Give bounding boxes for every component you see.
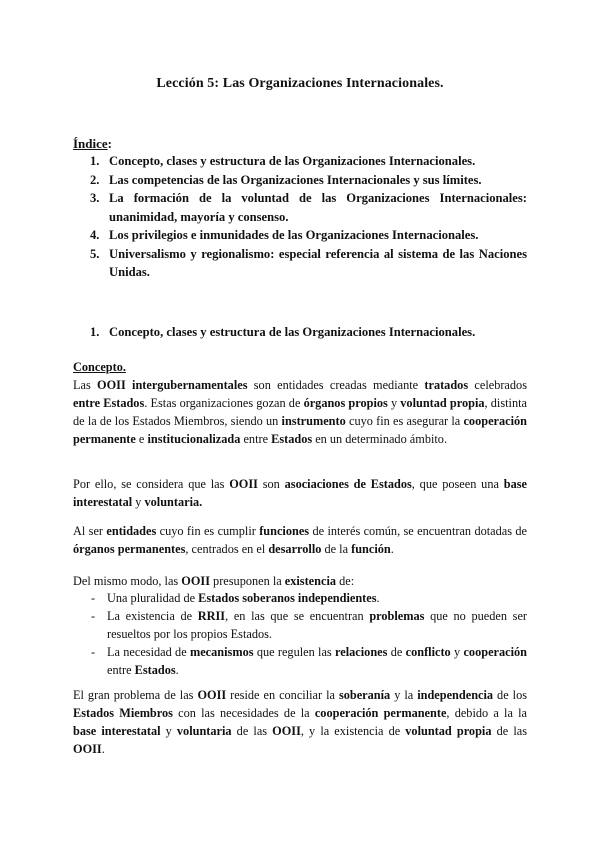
index-item-number: 2. <box>90 172 100 187</box>
bold-run: órganos permanentes <box>73 542 186 556</box>
paragraph-definition <box>73 376 527 448</box>
requirements-list <box>73 589 527 679</box>
bold-run: soberanía <box>338 688 391 702</box>
text-run: cuyo fin es asegurar la <box>345 414 464 428</box>
bold-run: voluntaria <box>176 724 232 738</box>
index-item-number: 1. <box>90 154 100 168</box>
index-item <box>73 226 527 245</box>
text-run: El gran problema de las <box>73 688 198 702</box>
bold-run: mecanismos <box>189 645 254 659</box>
text-run: Del mismo modo, las <box>73 574 182 588</box>
paragraph-funciones <box>73 522 527 558</box>
paragraph-asociaciones <box>73 475 527 511</box>
index-item-text: Las competencias de las Organizaciones Internacionales y sus límites. <box>109 172 482 187</box>
text-run: celebrados <box>468 378 527 392</box>
text-run: , debido a la la <box>446 706 528 720</box>
paragraph-problema <box>73 686 527 758</box>
text-run: . <box>376 591 380 605</box>
text-run: . Estas organizaciones gozan de <box>144 396 304 410</box>
index-heading <box>73 136 112 152</box>
text-run: entre <box>240 432 272 446</box>
list-item <box>73 643 527 679</box>
bold-run: OOII <box>73 742 102 756</box>
bold-run: institucionalizada <box>147 432 241 446</box>
bold-run: OOII <box>197 688 227 702</box>
bold-run: OOII <box>229 477 258 491</box>
text-run: e <box>135 432 148 446</box>
bold-run: Estados Miembros <box>73 706 173 720</box>
index-colon: : <box>107 136 113 151</box>
text-run: reside en conciliar la <box>226 688 339 702</box>
text-run: La existencia de <box>107 609 198 623</box>
text-run: y <box>450 645 464 659</box>
text-run: de <box>387 645 406 659</box>
text-run: y <box>160 724 177 738</box>
text-run: . <box>101 742 105 756</box>
bold-run: OOII <box>181 574 210 588</box>
bold-run: entre Estados <box>73 396 145 410</box>
text-run: que no pueden ser resueltos por los propios Estados. <box>107 609 527 641</box>
bold-run: independencia <box>417 688 494 702</box>
text-run: presuponen la <box>209 574 285 588</box>
bold-run: problemas <box>369 609 425 623</box>
index-item <box>73 189 527 226</box>
text-run: de las <box>491 724 527 738</box>
text-run: y <box>387 396 401 410</box>
list-item <box>73 607 527 643</box>
bold-run: cooperación permanente <box>314 706 447 720</box>
bold-run: Estados <box>134 663 176 677</box>
index-list <box>73 152 527 282</box>
index-item-text: Concepto, clases y estructura de las Organizaciones Internacionales. <box>109 154 476 168</box>
index-item <box>73 152 527 171</box>
index-item <box>73 245 527 282</box>
bold-run: Estados <box>271 432 313 446</box>
section-number: 1. <box>90 325 100 339</box>
bold-run: base interestatal <box>73 724 161 738</box>
index-item-text: Universalismo y regionalismo: especial referencia al sistema de las Naciones Unidas. <box>109 246 527 279</box>
bold-run: voluntad propia <box>405 724 492 738</box>
list-item <box>73 589 527 607</box>
page-title: Lección 5: Las Organizaciones Internacionales. <box>156 76 444 91</box>
bold-run: entidades <box>106 524 157 538</box>
text-run: Por ello, se considera que las <box>73 477 230 491</box>
text-run: , centrados en el <box>185 542 269 556</box>
text-run: son <box>257 477 285 491</box>
text-run: y la <box>390 688 418 702</box>
bold-run: cooperación permanente <box>73 414 527 446</box>
text-run: con las necesidades de la <box>172 706 315 720</box>
text-run: Las <box>73 378 98 392</box>
text-run: de: <box>336 574 355 588</box>
bold-run: OOII intergubernamentales <box>97 378 248 392</box>
bold-run: desarrollo <box>268 542 322 556</box>
index-item-number: 3. <box>90 191 100 205</box>
bold-run: voluntaria. <box>144 495 203 509</box>
text-run: Una pluralidad de <box>107 591 199 605</box>
index-item <box>73 171 527 190</box>
text-run: entre <box>107 663 135 677</box>
text-run: son entidades creadas mediante <box>247 378 425 392</box>
bold-run: tratados <box>424 378 469 392</box>
bold-run: relaciones <box>335 645 388 659</box>
bold-run: cooperación <box>463 645 527 659</box>
index-item-text: Los privilegios e inmunidades de las Organizaciones Internacionales. <box>109 228 479 242</box>
text-run: de la <box>321 542 352 556</box>
bold-run: Estados soberanos independientes <box>198 591 377 605</box>
bold-run: función <box>351 542 391 556</box>
bold-run: conflicto <box>405 645 451 659</box>
index-label: Índice <box>73 136 108 151</box>
bold-run: OOII <box>272 724 301 738</box>
paragraph-presuponen <box>73 572 527 590</box>
text-run: y <box>132 495 145 509</box>
text-run: cuyo fin es cumplir <box>156 524 260 538</box>
text-run: La necesidad de <box>107 645 190 659</box>
index-item-number: 4. <box>90 228 100 242</box>
bold-run: RRII <box>197 609 226 623</box>
subsection-heading: Concepto. <box>73 360 126 374</box>
text-run: de interés común, se encuentran dotadas de <box>309 524 527 538</box>
section-title: Concepto, clases y estructura de las Organizaciones Internacionales. <box>109 325 476 339</box>
text-run: de los <box>493 688 527 702</box>
bold-run: existencia <box>284 574 337 588</box>
text-run: , en las que se encuentran <box>225 609 370 623</box>
index-item-number: 5. <box>90 246 100 261</box>
text-run: , que poseen una <box>411 477 504 491</box>
bold-run: base interestatal <box>73 477 527 509</box>
bold-run: voluntad propia <box>400 396 485 410</box>
text-run: . <box>175 663 179 677</box>
text-run: , y la existencia de <box>300 724 406 738</box>
text-run: . <box>390 542 394 556</box>
text-run: , distinta de la de los Estados Miembros, siendo un <box>73 396 527 428</box>
text-run: que regulen las <box>253 645 336 659</box>
bold-run: asociaciones de Estados <box>284 477 412 491</box>
index-item-text: La formación de la voluntad de las Organizaciones Internacionales: unanimidad, mayoría y consenso. <box>109 191 527 224</box>
bold-run: funciones <box>259 524 310 538</box>
bold-run: instrumento <box>281 414 346 428</box>
bold-run: órganos propios <box>303 396 388 410</box>
text-run: en un determinado ámbito. <box>312 432 448 446</box>
text-run: Al ser <box>73 524 107 538</box>
text-run: de las <box>231 724 273 738</box>
